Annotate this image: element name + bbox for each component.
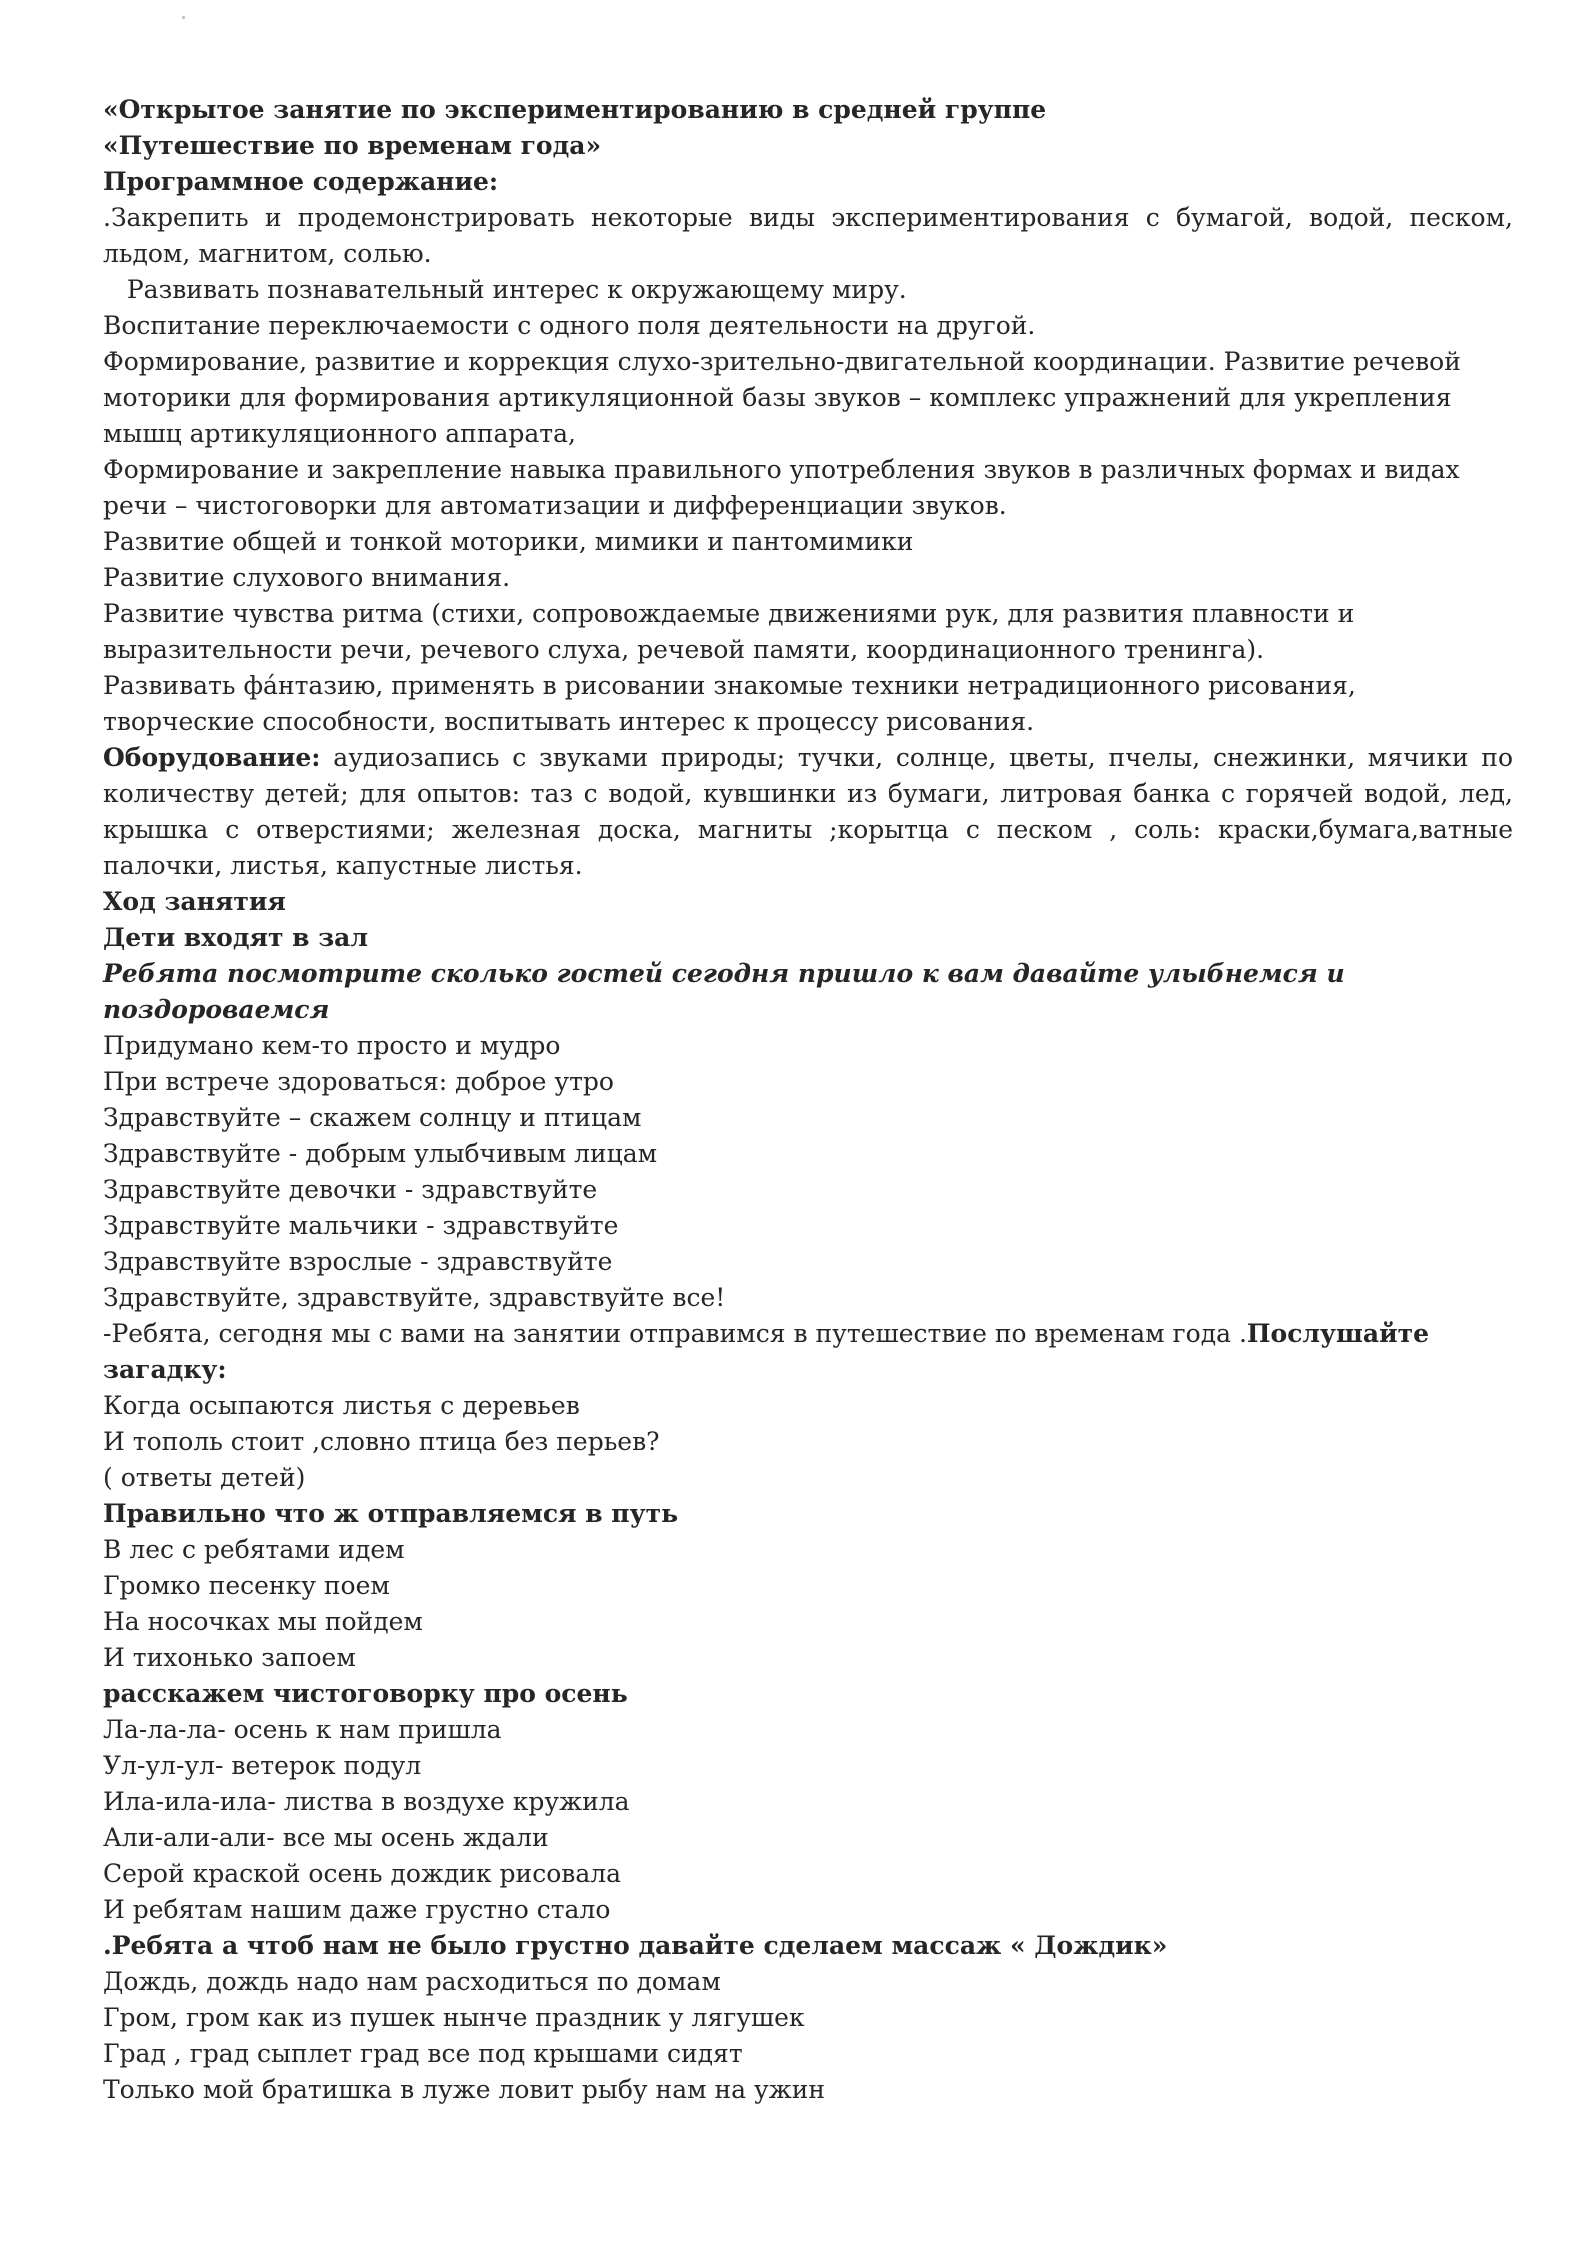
title-line-2: «Путешествие по временам года» (103, 131, 602, 160)
poem-line: Град , град сыплет град все под крышами сидят (103, 2039, 743, 2068)
correct-heading: Правильно что ж отправляемся в путь (103, 1499, 679, 1528)
poem-line: Ла-ла-ла- осень к нам пришла (103, 1715, 502, 1744)
riddle-line: И тополь стоит ,словно птица без перьев? (103, 1427, 660, 1456)
greeting-intro: Ребята посмотрите сколько гостей сегодня пришло к вам давайте улыбнемся и поздороваемся (103, 959, 1345, 1024)
riddle-prompt: Послушайте загадку: (103, 1319, 1430, 1384)
poem-line: Гром, гром как из пушек нынче праздник у лягушек (103, 2003, 805, 2032)
poem-line: В лес с ребятами идем (103, 1535, 405, 1564)
greeting-poem (103, 1028, 1513, 1316)
poem-line: Дождь, дождь надо нам расходиться по домам (103, 1967, 721, 1996)
document-page (103, 92, 1513, 2108)
journey-text: -Ребята, сегодня мы с вами на занятии отправимся в путешествие по временам года . (103, 1319, 1247, 1348)
course-heading: Ход занятия (103, 887, 286, 916)
riddle-line: Когда осыпаются листья с деревьев (103, 1391, 580, 1420)
poem-line: Здравствуйте – скажем солнцу и птицам (103, 1103, 642, 1132)
poem-line: Только мой братишка в луже ловит рыбу нам на ужин (103, 2075, 826, 2104)
poem-line: Ила-ила-ила- листва в воздухе кружила (103, 1787, 630, 1816)
poem-line: Здравствуйте, здравствуйте, здравствуйте все! (103, 1283, 726, 1312)
tongue-twister-heading: расскажем чистоговорку про осень (103, 1679, 628, 1708)
program-goal-6: Развитие общей и тонкой моторики, мимики и пантомимики (103, 527, 914, 556)
poem-line: Здравствуйте девочки - здравствуйте (103, 1175, 598, 1204)
program-goal-4: Формирование, развитие и коррекция слухо-зрительно-двигательной координации. Развитие речевой моторики для формирования артикуляционной базы звуков – комплекс упражнений для укрепления мышц артикуляционного аппарата, (103, 347, 1461, 448)
kids-enter-heading: Дети входят в зал (103, 923, 369, 952)
poem-line: Здравствуйте взрослые - здравствуйте (103, 1247, 613, 1276)
journey-paragraph (103, 1316, 1513, 1388)
program-goal-1: .Закрепить и продемонстрировать некоторые виды экспериментирования с бумагой, водой, песком, льдом, магнитом, солью. (103, 203, 1513, 268)
riddle (103, 1388, 1513, 1496)
poem-line: Придумано кем-то просто и мудро (103, 1031, 561, 1060)
poem-line: Серой краской осень дождик рисовала (103, 1859, 622, 1888)
program-goal-9: Развивать фа́нтазию, применять в рисовании знакомые техники нетрадиционного рисования, творческие способности, воспитывать интерес к процессу рисования. (103, 671, 1356, 736)
program-goal-2: Развивать познавательный интерес к окружающему миру. (103, 275, 907, 304)
poem-line: Здравствуйте мальчики - здравствуйте (103, 1211, 619, 1240)
forest-poem (103, 1532, 1513, 1676)
rain-poem (103, 1964, 1513, 2108)
poem-line: Здравствуйте - добрым улыбчивым лицам (103, 1139, 658, 1168)
scan-speck (182, 16, 185, 19)
poem-line: Али-али-али- все мы осень ждали (103, 1823, 549, 1852)
massage-heading: .Ребята а чтоб нам не было грустно давайте сделаем массаж « Дождик» (103, 1931, 1168, 1960)
poem-line: И тихонько запоем (103, 1643, 356, 1672)
autumn-poem (103, 1712, 1513, 1928)
equipment-paragraph (103, 740, 1513, 884)
equipment-text: аудиозапись с звуками природы; тучки, солнце, цветы, пчелы, снежинки, мячики по количеству детей; для опытов: таз с водой, кувшинки из бумаги, литровая банка с горячей водой, лед, крышка с отверстиями; железная доска, магниты ;корытца с песком , соль: краски,бумага,ватные палочки, листья, капустные листья. (103, 743, 1513, 880)
poem-line: Ул-ул-ул- ветерок подул (103, 1751, 422, 1780)
program-goal-7: Развитие слухового внимания. (103, 563, 511, 592)
poem-line: И ребятам нашим даже грустно стало (103, 1895, 611, 1924)
poem-line: Громко песенку поем (103, 1571, 390, 1600)
poem-line: На носочках мы пойдем (103, 1607, 423, 1636)
title-line-1: «Открытое занятие по экспериментированию в средней группе (103, 95, 1047, 124)
equipment-label: Оборудование: (103, 743, 321, 772)
program-heading: Программное содержание: (103, 167, 499, 196)
program-goal-3: Воспитание переключаемости с одного поля деятельности на другой. (103, 311, 1036, 340)
riddle-line: ( ответы детей) (103, 1463, 306, 1492)
poem-line: При встрече здороваться: доброе утро (103, 1067, 614, 1096)
program-goal-8: Развитие чувства ритма (стихи, сопровождаемые движениями рук, для развития плавности и выразительности речи, речевого слуха, речевой памяти, координационного тренинга). (103, 599, 1355, 664)
program-goal-5: Формирование и закрепление навыка правильного употребления звуков в различных формах и видах речи – чистоговорки для автоматизации и дифференциации звуков. (103, 455, 1460, 520)
